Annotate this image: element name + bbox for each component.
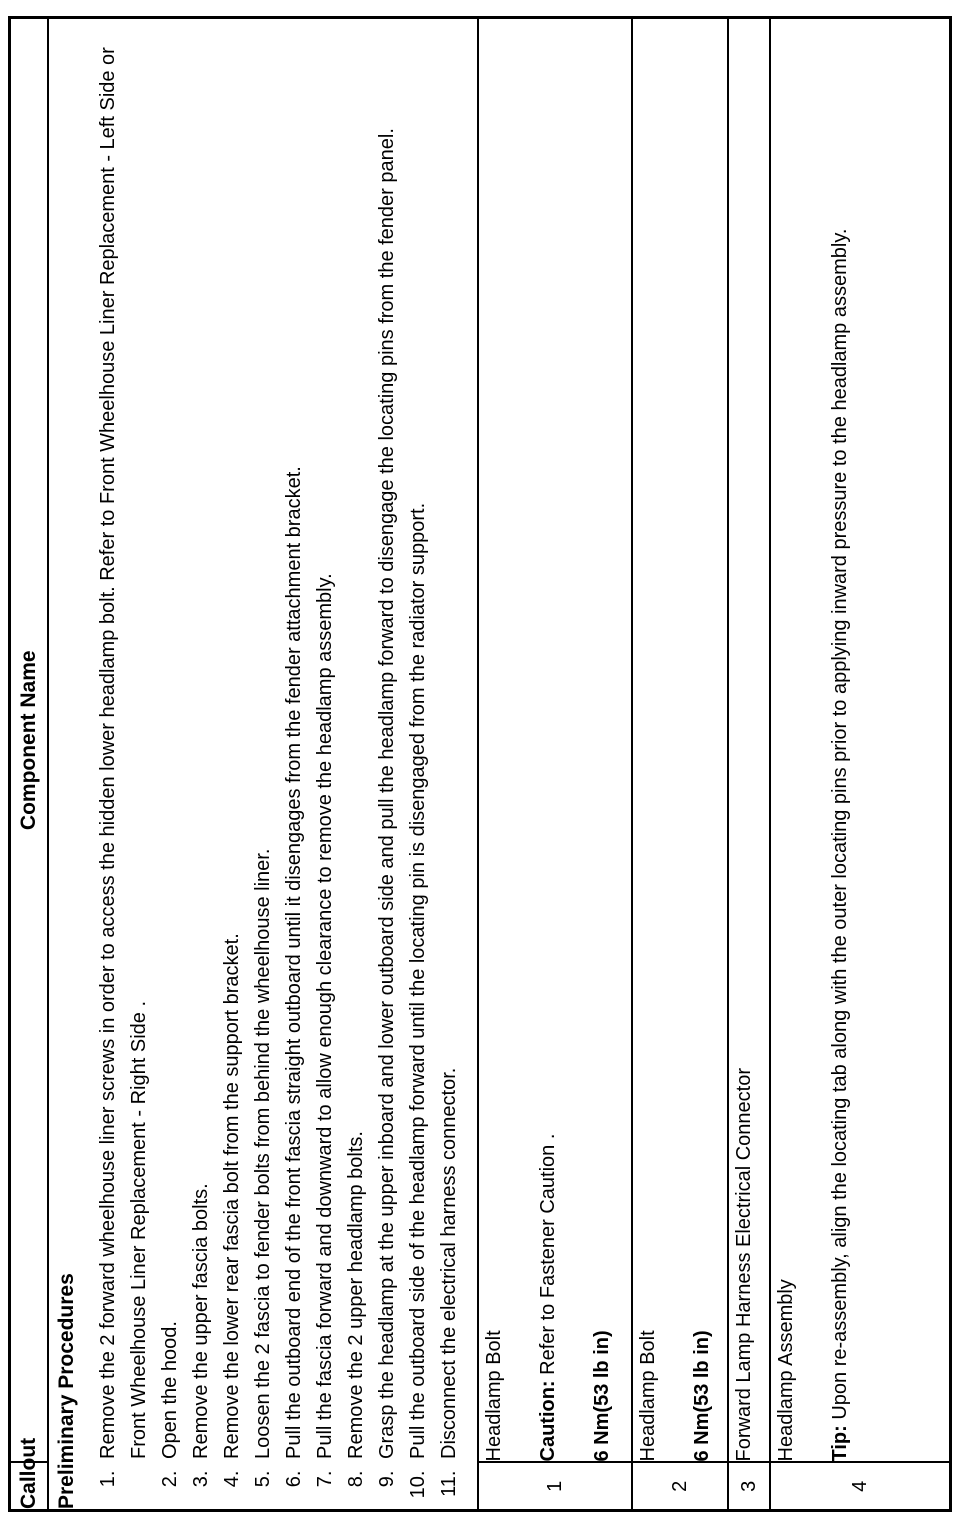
table-row (770, 18, 951, 1511)
preliminary-cell (48, 18, 478, 1511)
component-name: Forward Lamp Harness Electrical Connector (733, 1068, 755, 1462)
table-row (478, 18, 632, 1511)
component-name: Headlamp Assembly (775, 1279, 797, 1462)
component-cell (632, 18, 728, 1463)
list-item: 1. Remove the 2 forward wheelhouse liner screws in order to access the hidden lower headlamp bolt. Refer to Front Wheelhouse Liner Replacement - Left Side or Front Wheelhouse Liner Replacement - Right Side . (93, 19, 155, 1465)
component-cell (478, 18, 632, 1463)
procedure-table (8, 16, 952, 1512)
list-item: 4. Remove the lower rear fascia bolt from the support bracket. (217, 19, 248, 1465)
preliminary-procedures-title: Preliminary Procedures (55, 1273, 78, 1509)
list-item: 5. Loosen the 2 fascia to fender bolts from behind the wheelhouse liner. (248, 19, 279, 1465)
list-item: 3. Remove the upper fascia bolts. (186, 19, 217, 1465)
preliminary-steps-list (93, 19, 465, 1509)
caution-note (533, 19, 563, 1462)
table-row (632, 18, 728, 1511)
torque-spec: 6 Nm(53 lb in) (691, 1330, 713, 1462)
rotated-document (8, 16, 952, 1512)
component-name: Headlamp Bolt (637, 1330, 659, 1462)
component-cell (728, 18, 770, 1463)
preliminary-row (48, 18, 478, 1511)
callout-column-header: Callout (10, 1463, 49, 1511)
caution-label: Caution: (537, 1380, 559, 1462)
callout-number: 3 (728, 1463, 770, 1511)
tip-text: Upon re-assembly, align the locating tab along with the outer locating pins prior to applying inward pressure to the headlamp assembly. (829, 228, 851, 1426)
list-item: 9. Grasp the headlamp at the upper inboard and lower outboard side and pull the headlamp forward to disengage the locating pins from the fender panel. (372, 19, 403, 1465)
list-item: 2. Open the hood. (155, 19, 186, 1465)
list-item: 10. Pull the outboard side of the headlamp forward until the locating pin is disengaged from the radiator support. (403, 19, 434, 1465)
table-row (728, 18, 770, 1511)
callout-number: 1 (478, 1463, 632, 1511)
callout-number: 4 (770, 1463, 951, 1511)
tip-label: Tip: (829, 1425, 851, 1462)
tip-note (825, 19, 855, 1462)
component-name: Headlamp Bolt (483, 1330, 505, 1462)
callout-number: 2 (632, 1463, 728, 1511)
list-item: 11. Disconnect the electrical harness connector. (434, 19, 465, 1465)
component-cell (770, 18, 951, 1463)
list-item: 7. Pull the fascia forward and downward to allow enough clearance to remove the headlamp assembly. (310, 19, 341, 1465)
list-item: 8. Remove the 2 upper headlamp bolts. (341, 19, 372, 1465)
list-item: 6. Pull the outboard end of the front fascia straight outboard until it disengages from the fender attachment bracket. (279, 19, 310, 1465)
component-name-column-header: Component Name (10, 18, 49, 1463)
caution-text: Refer to Fastener Caution . (537, 1133, 559, 1381)
table-header-row (10, 18, 49, 1511)
torque-spec: 6 Nm(53 lb in) (591, 1330, 613, 1462)
